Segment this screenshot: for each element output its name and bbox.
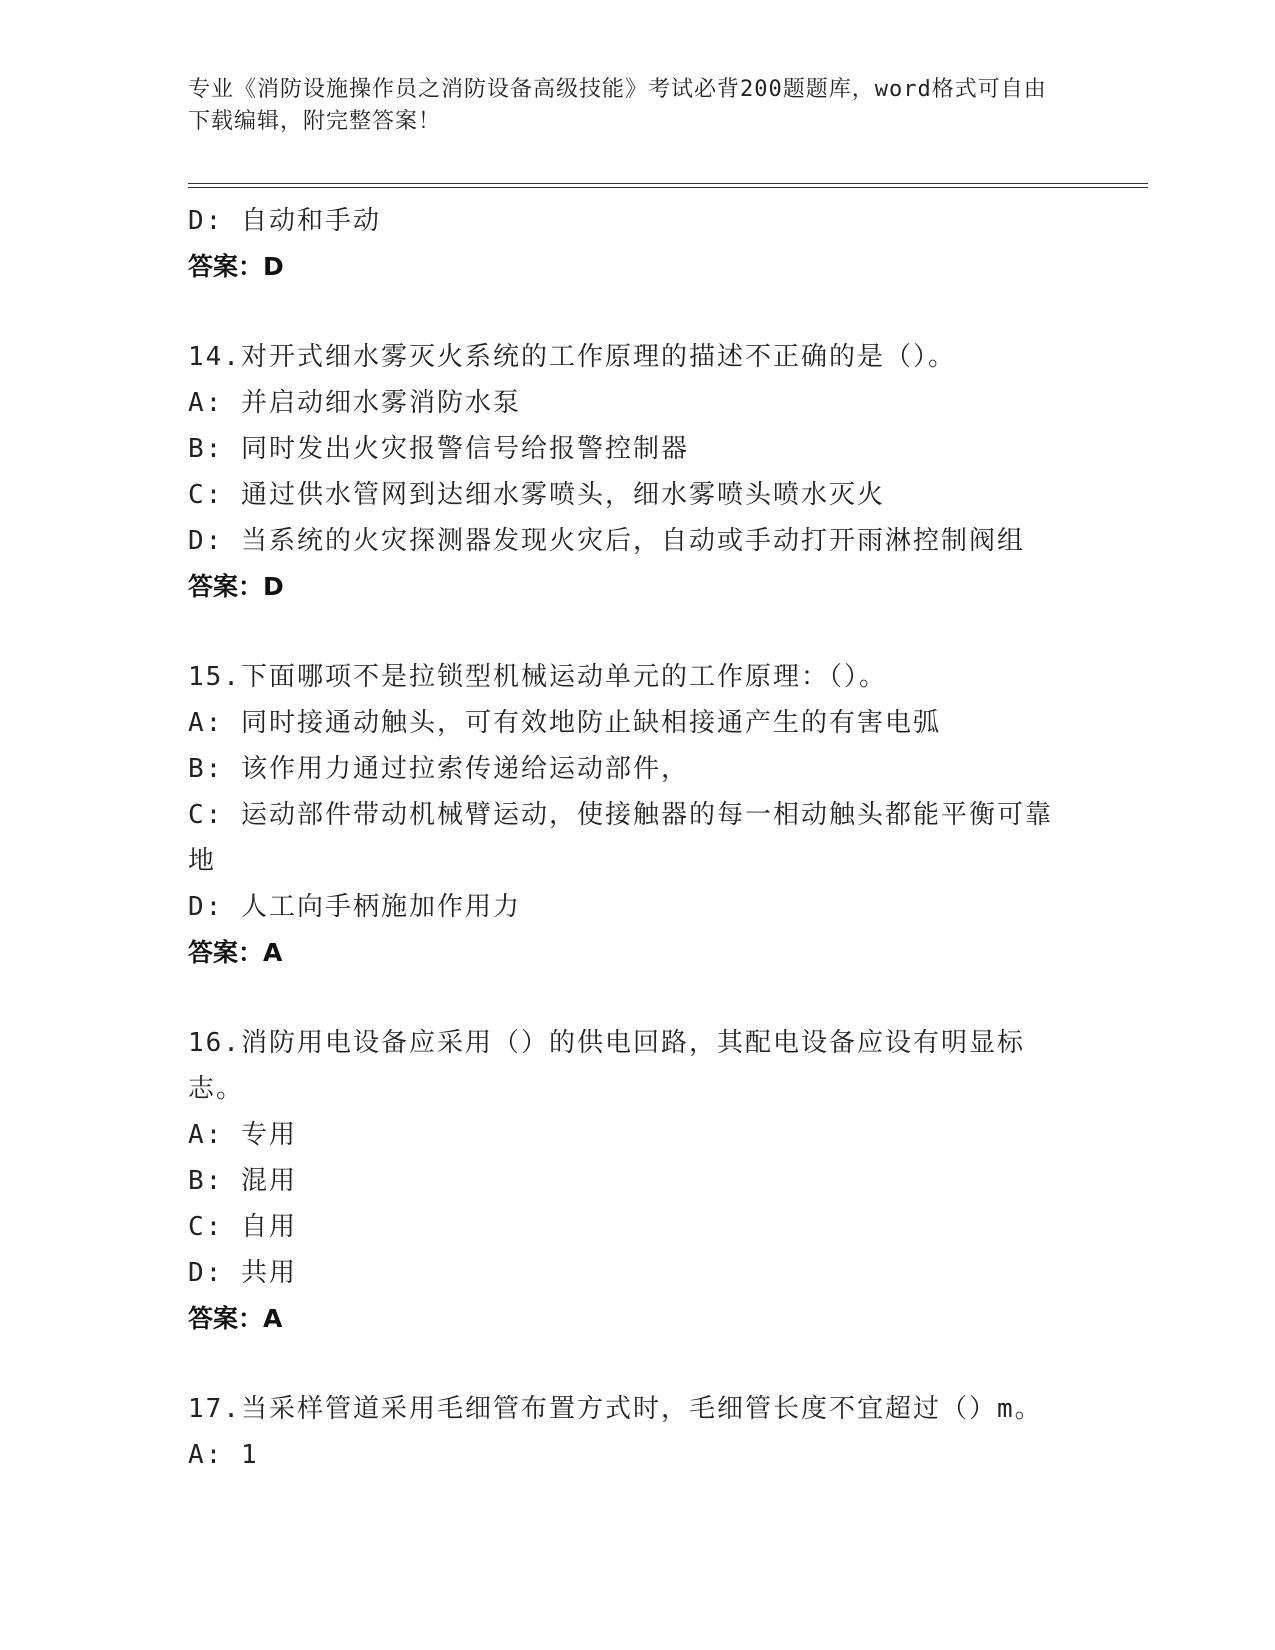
option-d: D: 当系统的火灾探测器发现火灾后，自动或手动打开雨淋控制阀组 <box>188 526 1025 556</box>
option-c: C: 通过供水管网到达细水雾喷头，细水雾喷头喷水灭火 <box>188 480 885 510</box>
answer-label: 答案：A <box>188 938 283 967</box>
option-a: A: 同时接通动触头，可有效地防止缺相接通产生的有害电弧 <box>188 708 941 738</box>
document-page <box>188 74 1148 1478</box>
question-16 <box>188 1020 1068 1342</box>
question-gap <box>188 610 1068 654</box>
question-gap <box>188 290 1068 334</box>
option-c: C: 运动部件带动机械臂运动，使接触器的每一相动触头都能平衡可靠地 <box>188 800 1053 876</box>
carryover-option-d: D: 自动和手动 <box>188 206 381 236</box>
question-15 <box>188 654 1068 976</box>
option-a: A: 专用 <box>188 1120 297 1150</box>
question-stem: 14.对开式细水雾灭火系统的工作原理的描述不正确的是（）。 <box>188 342 956 372</box>
option-a: A: 1 <box>188 1440 259 1470</box>
question-content <box>188 198 1068 1478</box>
question-14 <box>188 334 1068 610</box>
option-a: A: 并启动细水雾消防水泵 <box>188 388 521 418</box>
question-17 <box>188 1386 1068 1478</box>
question-gap <box>188 976 1068 1020</box>
question-stem: 17.当采样管道采用毛细管布置方式时，毛细管长度不宜超过（）m。 <box>188 1394 1043 1424</box>
document-header: 专业《消防设施操作员之消防设备高级技能》考试必背200题题库，word格式可自由下载编辑，附完整答案！ <box>188 77 1047 134</box>
option-b: B: 该作用力通过拉索传递给运动部件， <box>188 754 689 784</box>
carryover-answer: 答案：D <box>188 252 284 281</box>
question-gap <box>188 1342 1068 1386</box>
answer-label: 答案：A <box>188 1304 283 1333</box>
answer-label: 答案：D <box>188 572 284 601</box>
option-d: D: 共用 <box>188 1258 297 1288</box>
question-stem: 15.下面哪项不是拉锁型机械运动单元的工作原理：（）。 <box>188 662 887 692</box>
option-b: B: 同时发出火灾报警信号给报警控制器 <box>188 434 689 464</box>
option-d: D: 人工向手柄施加作用力 <box>188 892 521 922</box>
question-stem: 16.消防用电设备应采用（）的供电回路，其配电设备应设有明显标志。 <box>188 1028 1025 1104</box>
option-b: B: 混用 <box>188 1166 297 1196</box>
header-divider <box>188 183 1148 188</box>
option-c: C: 自用 <box>188 1212 297 1242</box>
